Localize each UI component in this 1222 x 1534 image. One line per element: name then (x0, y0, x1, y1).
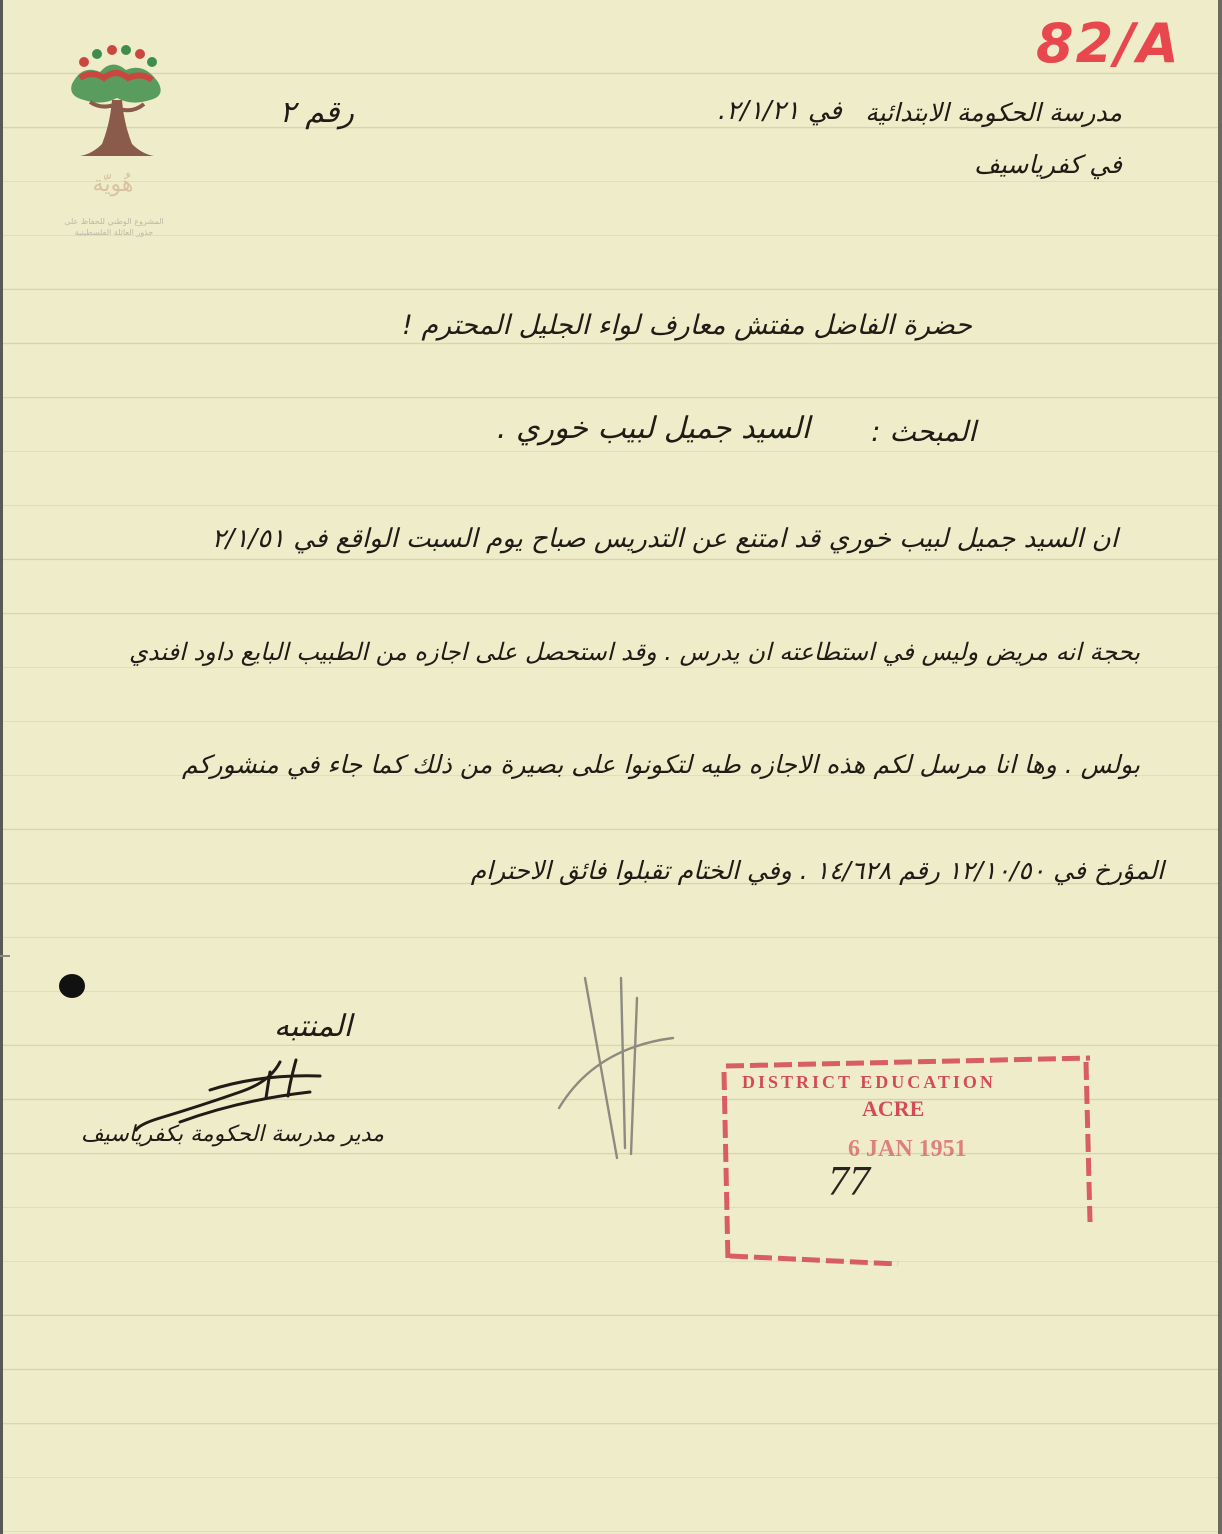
subject-value: السيد جميل لبيب خوري . (496, 411, 810, 446)
closing-word: المنتبه (273, 1009, 352, 1044)
stamp-entry-number: 77 (828, 1159, 870, 1205)
archive-number: 82/A (1036, 12, 1181, 75)
school-name: مدرسة الحكومة الابتدائية (865, 98, 1122, 127)
body-line: بحجة انه مريض وليس في استطاعته ان يدرس . وقد استحصل على اجازه من الطبيب البايع داود افندي (128, 638, 1140, 666)
scan-edge-right (1218, 0, 1222, 1534)
scan-mark (0, 955, 10, 957)
body-line: بولس . وها انا مرسل لكم هذه الاجازه طيه لتكونوا على بصيرة من ذلك كما جاء في منشوركم (181, 750, 1140, 779)
pencil-mark-icon (555, 968, 685, 1168)
stamp-city: ACRE (862, 1096, 925, 1121)
stamp-date: 6 JAN 1951 (848, 1136, 967, 1162)
body-line: المؤرخ في ١٢/١٠/٥٠ رقم ١٤/٦٢٨ . وفي الختام تقبلوا فائق الاحترام (470, 856, 1164, 885)
letter-date: في ٢/١/٢١. (717, 96, 842, 126)
hawiya-tree-logo-icon (62, 44, 172, 174)
letter-ref-number: رقم ٢ (279, 95, 354, 130)
subject-label: المبحث : (871, 415, 976, 448)
ink-dot (59, 974, 85, 998)
school-location: في كفرياسيف (973, 150, 1122, 179)
body-line: ان السيد جميل لبيب خوري قد امتنع عن التدريس صباح يوم السبت الواقع في ٢/١/٥١ (211, 524, 1118, 554)
salutation: حضرة الفاضل مفتش معارف لواء الجليل المحترم ! (401, 310, 972, 341)
scan-edge-left (0, 0, 3, 1534)
logo-caption: المشروع الوطني للحفاظ على جذور العائلة الفلسطينية (64, 217, 164, 237)
logo-brand-name: هُويّة (92, 172, 134, 197)
signer-title: مدير مدرسة الحكومة بكفرياسيف (80, 1122, 384, 1147)
stamp-header: DISTRICT EDUCATION (742, 1072, 996, 1092)
